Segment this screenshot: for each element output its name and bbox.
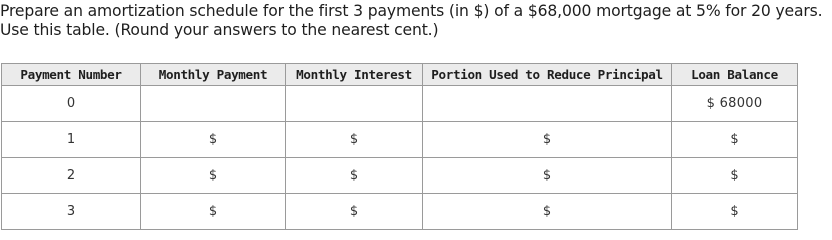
dollar-sign: $ [208, 204, 218, 219]
monthly-interest-input[interactable] [286, 194, 423, 230]
monthly-interest-cell [286, 86, 423, 122]
payment-number-cell: 0 [2, 86, 141, 122]
monthly-payment-input[interactable] [141, 158, 286, 194]
header-payment-number: Payment Number [2, 64, 141, 86]
loan-balance-value: $ 68000 [706, 96, 763, 111]
monthly-payment-input[interactable] [141, 194, 286, 230]
dollar-sign: $ [542, 132, 552, 147]
dollar-sign: $ [730, 132, 739, 147]
dollar-sign: $ [730, 204, 739, 219]
loan-balance-cell [672, 86, 798, 122]
header-loan-balance: Loan Balance [672, 64, 798, 86]
dollar-sign: $ [349, 168, 359, 183]
prompt-line-2: Use this table. (Round your answers to the nearest cent.) [0, 21, 439, 39]
monthly-interest-input[interactable] [286, 122, 423, 158]
payment-number-cell: 2 [2, 158, 141, 194]
dollar-sign: $ [349, 132, 359, 147]
table-header-row [2, 64, 798, 86]
principal-portion-input[interactable] [423, 158, 672, 194]
table-row [2, 86, 798, 122]
header-principal-portion: Portion Used to Reduce Principal [423, 64, 672, 86]
dollar-sign: $ [542, 168, 552, 183]
dollar-sign: $ [208, 168, 218, 183]
monthly-payment-input[interactable] [141, 122, 286, 158]
table-row [2, 122, 798, 158]
principal-portion-input[interactable] [423, 122, 672, 158]
header-monthly-payment: Monthly Payment [141, 64, 286, 86]
prompt-line-1: Prepare an amortization schedule for the first 3 payments (in $) of a $68,000 mortgage at 5% for 20 years. [0, 2, 823, 20]
payment-number-cell: 1 [2, 122, 141, 158]
amortization-table [1, 63, 798, 230]
dollar-sign: $ [542, 204, 552, 219]
monthly-interest-input[interactable] [286, 158, 423, 194]
payment-number-cell: 3 [2, 194, 141, 230]
loan-balance-input[interactable] [672, 158, 798, 194]
principal-portion-input[interactable] [423, 194, 672, 230]
loan-balance-input[interactable] [672, 194, 798, 230]
loan-balance-input[interactable] [672, 122, 798, 158]
table-row [2, 194, 798, 230]
principal-portion-cell [423, 86, 672, 122]
dollar-sign: $ [208, 132, 218, 147]
monthly-payment-cell [141, 86, 286, 122]
header-monthly-interest: Monthly Interest [286, 64, 423, 86]
dollar-sign: $ [349, 204, 359, 219]
table-row [2, 158, 798, 194]
problem-prompt [0, 2, 832, 40]
dollar-sign: $ [730, 168, 739, 183]
